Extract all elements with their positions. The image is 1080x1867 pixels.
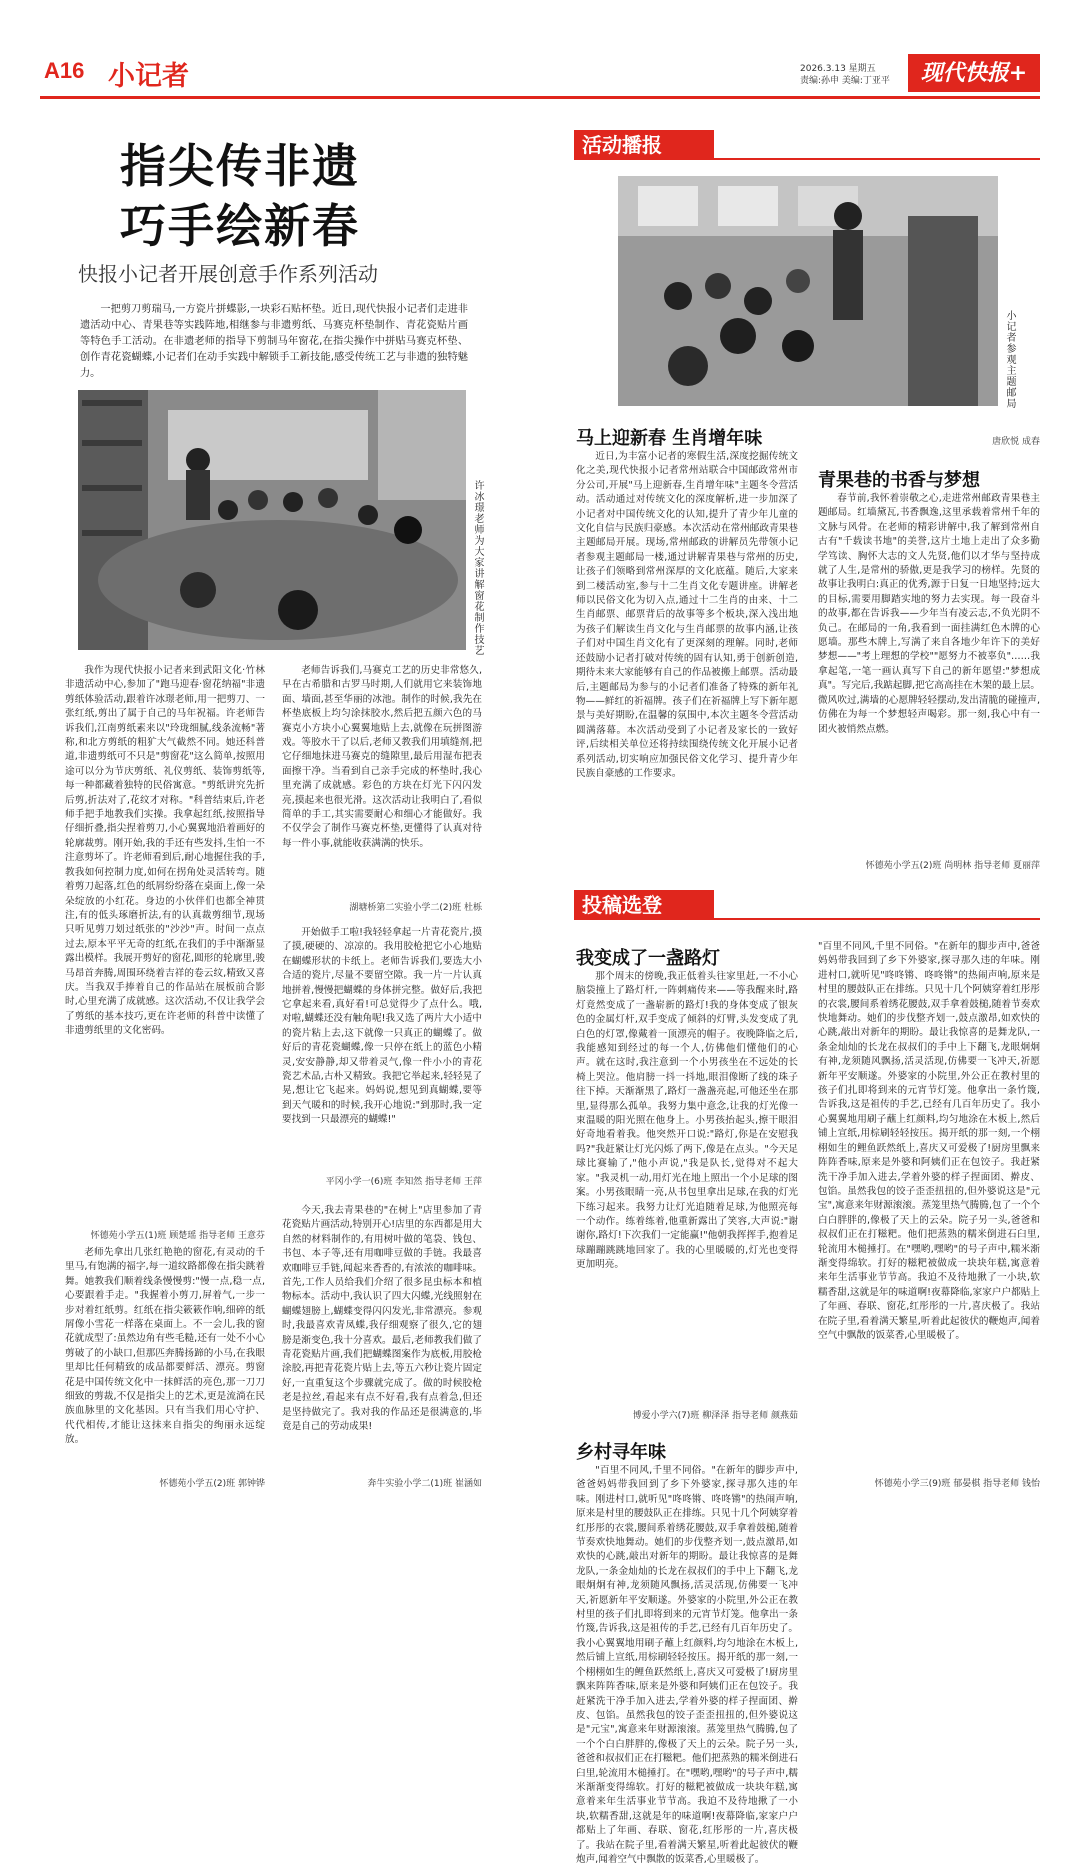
article-papercut-2 xyxy=(65,1246,265,1470)
lead-paragraph: 一把剪刀剪瑞马,一方瓷片拼蝶影,一块彩石贴杯垫。近日,现代快报小记者们走进非遗活动中心、青果巷等实践阵地,相继参与非遗剪纸、马赛克杯垫制作、青花瓷贴片画等特色手工活动。在非遗老师的指导下剪制马年窗花,在指尖操作中拼贴马赛克杯垫、创作青花瓷蝴蝶,小记者们在动手实践中解锁手工新技能,感受传统工艺与非遗的独特魅力。 xyxy=(80,304,468,379)
article-body: 我作为现代快报小记者来到武阳文化·竹林非遗活动中心,参加了"跑马迎春·窗花纳福"非遗剪纸体验活动,跟着许冰璟老师,用一把剪刀、一张红纸,剪出了属于自己的马年祝福。许老师告诉我们,江南剪纸素来以"玲珑细腻,线条流畅"著称,和北方剪纸的粗犷大气截然不同。她还科普道,非遗剪纸可不只是"剪窗花"这么简单,按照用途可以分为节庆剪纸、礼仪剪纸、装饰剪纸等,每一种都藏着独特的民俗寓意。"剪纸讲究先折后剪,折法对了,花纹才对称。"科普结束后,许老师手把手地教我们实操。我拿起红纸,按照指导仔细折叠,指尖捏着剪刀,小心翼翼地沿着画好的轮廓裁剪。刚开始,我的手还有些发抖,生怕一不注意剪坏了。许老师看到后,耐心地握住我的手,教我如何控制力度,如何在拐角处灵活转弯。随着剪刀起落,红色的纸屑纷纷落在桌面上,像一朵朵绽放的小红花。身边的小伙伴们也都全神贯注,有的低头琢磨折法,有的认真裁剪细节,现场只听见剪刀划过纸张的"沙沙"声。时间一点点过去,原本平平无奇的红纸,在我们的手中渐渐显露出模样。我展开剪好的窗花,圆形的轮廓里,骏马昂首奔腾,周围环绕着吉祥的卷云纹,精致又喜庆。当我双手捧着自己的作品站在展板前合影时,心里充满了成就感。这次活动,不仅让我学会了剪纸的基本技巧,更在许老师的科普中读懂了非遗剪纸里的文化密码。 xyxy=(65,665,265,1037)
article-title: 我变成了一盏路灯 xyxy=(576,948,720,969)
article-body-continued: "百里不同风,千里不同俗。"在新年的脚步声中,爸爸妈妈带我回到了乡下外婆家,探寻那久违的年味。刚进村口,就听见"咚咚锵、咚咚锵"的热闹声响,原来是村里的腰鼓队正在排练。只见十几个阿姨穿着红彤彤的衣裳,腰间系着绣花腰鼓,双手拿着鼓槌,随着节奏欢快地舞动。她们的步伐整齐划一,鼓点激昂,如欢快的心跳,敲出对新年的期盼。最让我惊喜的是舞龙队,一条金灿灿的长龙在叔叔们的手中上下翻飞,龙眼炯炯有神,龙须随风飘扬,活灵活现,仿佛要一飞冲天,祈愿新年平安顺遂。外婆家的小院里,外公正在教村里的孩子们扎即将到来的元宵节灯笼。他拿出一条竹篾,告诉我,这是祖传的手艺,已经有几百年历史了。我小心翼翼地用刷子蘸上红颜料,均匀地涂在木板上,然后铺上宣纸,用棕刷轻轻按压。揭开纸的那一刻,一个栩栩如生的鲤鱼跃然纸上,喜庆又可爱极了!厨房里飘来阵阵香味,原来是外婆和阿姨们正在包饺子。我赶紧洗干净手加入进去,学着外婆的样子捏面团、擀皮、包馅。虽然我包的饺子歪歪扭扭的,但外婆说这是"元宝",寓意来年财源滚滚。蒸笼里热气腾腾,包了一个个白白胖胖的,像极了天上的云朵。院子另一头,爸爸和叔叔们正在打糍粑。他们把蒸熟的糯米倒进石臼里,轮流用木槌捶打。在"嘿哟,嘿哟"的号子声中,糯米渐渐变得绵软。打好的糍粑被做成一块块年糕,寓意着来年生活事业节节高。我迫不及待地揪了一小块,软糯香甜,这就是年的味道啊!夜幕降临,家家户户都贴上了年画、春联、窗花,红彤彤的一片,喜庆极了。我站在院子里,看着满天繁星,听着此起彼伏的鞭炮声,闻着空气中飘散的饭菜香,心里暖极了。 xyxy=(818,941,1040,1341)
post-office-photo xyxy=(618,176,998,406)
article-signature: 博爱小学六(7)班 柳泽泽 指导老师 颜燕茹 xyxy=(632,1411,798,1421)
article-signature: 平冈小学一(6)班 李知然 指导老师 王萍 xyxy=(325,1177,482,1187)
article-body: 老师告诉我们,马赛克工艺的历史非常悠久,早在古希腊和古罗马时期,人们就用它来装饰地面、墙面,甚至华丽的冰池。制作的时候,我先在杯垫底板上均匀涂抹胶水,然后把五颜六色的马赛克小方块小心翼翼地贴上去,就像在玩拼图游戏。等胶水干了以后,老师又教我们用填缝剂,把它仔细地抹进马赛克的缝隙里,最后用湿布把表面擦干净。当看到自己亲手完成的杯垫时,我心里充满了成就感。彩色的方块在灯光下闪闪发亮,摸起来也很光滑。这次活动让我明白了,看似简单的手工,其实需要耐心和细心才能做好。我不仅学会了制作马赛克杯垫,更懂得了认真对待每一件小事,就能收获满满的快乐。 xyxy=(282,665,482,849)
post-office-photo-caption: 小记者参观主题邮局 xyxy=(1004,310,1015,409)
article-mosaic xyxy=(282,664,482,894)
headline-subtitle: 快报小记者开展创意手作系列活动 xyxy=(78,262,378,286)
article-title: 青果巷的书香与梦想 xyxy=(818,470,980,491)
article-signature: 怀德苑小学五(2)班 郭钟铧 xyxy=(159,1479,265,1489)
section-title: 小记者 xyxy=(108,61,189,92)
newspaper-logo: 现代快报+ xyxy=(908,54,1040,92)
article-signature: 奔牛实验小学二(1)班 崔涵如 xyxy=(367,1479,482,1489)
section-rule xyxy=(574,158,1040,160)
header-rule xyxy=(40,96,1040,99)
article-body: 春节前,我怀着崇敬之心,走进常州邮政青果巷主题邮局。红墙黛瓦,书香飘逸,这里承载着常州千年的文脉与风骨。在老师的精彩讲解中,我了解到常州自古有"千载读书地"的美誉,这片土地上走出了众多勤学笃读、胸怀大志的文人先贤,他们以才华与坚持成就了人生,是常州的骄傲,更是我学习的榜样。先贤的故事让我明白:真正的优秀,源于日复一日地坚持;远大的目标,需要用脚踏实地的努力去实现。每一段奋斗的故事,都在告诉我——少年当有凌云志,不负光阴不负己。在邮局的一角,我看到一面挂满红色木牌的心愿墙。那些木牌上,写满了来自各地少年许下的美好梦想——"考上理想的学校""愿努力不被辜负"……我拿起笔,一笔一画认真写下自己的新年愿望:"梦想成真"。写完后,我踮起脚,把它高高挂在木架的最上层。微风吹过,满墙的心愿牌轻轻摆动,发出清脆的碰撞声,仿佛在为每一个梦想轻声喝彩。那一刻,我心中有一团火被悄然点燃。 xyxy=(818,493,1040,735)
headline-line-1: 指尖传非遗 xyxy=(120,139,360,193)
article-body: 开始做手工啦!我轻轻拿起一片青花瓷片,摸了摸,硬硬的、凉凉的。我用胶枪把它小心地贴在蝴蝶形状的卡纸上。老师告诉我们,要选大小合适的瓷片,尽量不要留空隙。我一片一片认真地拼着,慢慢把蝴蝶的身体拼完整。做好后,我把它拿起来看,真好看!可总觉得少了点什么。哦,对啦,蝴蝶还没有触角呢!我又选了两片大小适中的瓷片粘上去,这下就像一只真正的蝴蝶了。做好后的青花瓷蝴蝶,像一只停在纸上的蓝色小精灵,安安静静,却又带着灵气,像一件小小的青花瓷艺术品,古朴又精致。我把它举起来,轻轻晃了晃,想让它飞起来。妈妈说,想见到真蝴蝶,要等到天气暖和的时候,我开心地说:"到那时,我一定要找到一只最漂亮的蝴蝶!" xyxy=(282,927,482,1126)
article-signature: 湖塘桥第二实验小学二(2)班 杜栎 xyxy=(349,903,482,913)
article-title: 乡村寻年味 xyxy=(576,1442,666,1463)
section-label-submissions: 投稿选登 xyxy=(574,890,714,920)
article-signature: 怀德苑小学五(1)班 顾楚瑶 指导老师 王意芬 xyxy=(90,1231,265,1241)
article-title: 马上迎新春 生肖增年味 xyxy=(576,428,763,449)
article-body: "百里不同风,千里不同俗。"在新年的脚步声中,爸爸妈妈带我回到了乡下外婆家,探寻那久违的年味。刚进村口,就听见"咚咚锵、咚咚锵"的热闹声响,原来是村里的腰鼓队正在排练。只见十几个阿姨穿着红彤彤的衣裳,腰间系着绣花腰鼓,双手拿着鼓槌,随着节奏欢快地舞动。她们的步伐整齐划一,鼓点激昂,如欢快的心跳,敲出对新年的期盼。最让我惊喜的是舞龙队,一条金灿灿的长龙在叔叔们的手中上下翻飞,龙眼炯炯有神,龙须随风飘扬,活灵活现,仿佛要一飞冲天,祈愿新年平安顺遂。外婆家的小院里,外公正在教村里的孩子们扎即将到来的元宵节灯笼。他拿出一条竹篾,告诉我,这是祖传的手艺,已经有几百年历史了。我小心翼翼地用刷子蘸上红颜料,均匀地涂在木板上,然后铺上宣纸,用棕刷轻轻按压。揭开纸的那一刻,一个栩栩如生的鲤鱼跃然纸上,喜庆又可爱极了!厨房里飘来阵阵香味,原来是外婆和阿姨们正在包饺子。我赶紧洗干净手加入进去,学着外婆的样子捏面团、擀皮、包馅。虽然我包的饺子歪歪扭扭的,但外婆说这是"元宝",寓意来年财源滚滚。蒸笼里热气腾腾,包了一个个白白胖胖的,像极了天上的云朵。院子另一头,爸爸和叔叔们正在打糍粑。他们把蒸熟的糯米倒进石臼里,轮流用木槌捶打。在"嘿哟,嘿哟"的号子声中,糯米渐渐变得绵软。打好的糍粑被做成一块块年糕,寓意着来年生活事业节节高。我迫不及待地揪了一小块,软糯香甜,这就是年的味道啊!夜幕降临,家家户户都贴上了年画、春联、窗花,红彤彤的一片,喜庆极了。我站在院子里,看着满天繁星,听着此起彼伏的鞭炮声,闻着空气中飘散的饭菜香,心里暖极了。 xyxy=(576,1465,798,1865)
lead-photo xyxy=(78,390,466,650)
article-body: 那个周末的傍晚,我正低着头往家里赶,一不小心脑袋撞上了路灯杆,一阵刺痛传来——等我醒来时,路灯竟然变成了一盏崭新的路灯!我的身体变成了银灰色的金属灯杆,双手变成了倾斜的灯臂,头发变成了乳白色的灯罩,像戴着一顶漂亮的帽子。夜晚降临之后,我能感知到经过的每一个人,仿佛他们懂他们的心声。就在这时,我注意到一个小男孩坐在不远处的长椅上哭泣。他肩膀一抖一抖地,眼泪像断了线的珠子往下掉。天渐渐黑了,路灯一盏盏亮起,可他还坐在那里,显得那么孤单。我努力集中意念,让我的灯光像一束温暖的阳光照在他身上。小男孩抬起头,擦干眼泪好奇地看着我。他突然开口说:"路灯,你是在安慰我吗?"我赶紧让灯光闪烁了两下,像是在点头。"今天足球比赛输了,"他小声说,"我是队长,觉得对不起大家。"我灵机一动,用灯光在地上照出一个小足球的图案。小男孩眼睛一亮,从书包里拿出足球,在我的灯光下练习起来。我努力让灯光追随着足球,为他照亮每一个动作。练着练着,他重新露出了笑容,大声说:"谢谢你,路灯!下次我们一定能赢!"他朝我挥挥手,抱着足球蹦蹦跳跳地回家了。我的心里暖暖的,灯光也变得更加明亮。 xyxy=(576,971,798,1271)
article-body: 今天,我去青果巷的"在树上"店里参加了青花瓷贴片画活动,特别开心!店里的东西都是用大自然的材料制作的,有用树叶做的笔袋、钱包、书包、本子等,还有用咖啡豆做的手链。我最喜欢咖啡豆手链,闻起来香香的,有浓浓的咖啡味。首先,工作人员给我们介绍了很多昆虫标本和植物标本。活动中,我认识了四大闪蝶,光线照射在蝴蝶翅膀上,蝴蝶变得闪闪发光,非常漂亮。参观时,我最喜欢青凤蝶,我仔细观察了很久,它的翅膀是渐变色,我十分喜欢。最后,老师教我们做了青花瓷贴片画,我们把蝴蝶图案作为底板,用胶枪涂胶,再把青花瓷片贴上去,等五六秒让瓷片固定好,一直重复这个步骤就完成了。做的时候胶枪老是拉丝,看起来有点不好看,我有点着急,但还是坚持做完了。我对我的作品还是很满意的,毕竟是自己的劳动成果! xyxy=(282,1205,482,1433)
article-body: 老师先拿出几张红艳艳的窗花,有灵动的千里马,有饱满的福字,每一道纹路都像在指尖跳着舞。她教我们顺着线条慢慢剪:"慢一点,稳一点,心要跟着手走。"我握着小剪刀,屏着气,一步一步对着红纸剪。红纸在指尖簌簌作响,细碎的纸屑像小雪花一样落在桌面上。不一会儿,我的窗花就成型了:虽然边角有些毛糙,还有一处不小心剪破了的小缺口,但那匹奔腾扬蹄的小马,在我眼里却比任何精致的成品都要鲜活、漂亮。剪窗花是中国传统文化中一抹鲜活的亮色,那一刀刀细致的剪裁,不仅是指尖上的艺术,更是流淌在民族血脉里的文化基因。只有当我们用心守护、代代相传,才能让这抹来自指尖的绚丽永远绽放。 xyxy=(65,1247,265,1446)
article-signature: 唐欣悦 成春 xyxy=(992,437,1040,447)
article-body: 近日,为丰富小记者的寒假生活,深度挖掘传统文化之美,现代快报小记者常州站联合中国邮政常州市分公司,开展"马上迎新春,生肖增年味"主题冬令营活动。活动通过对传统文化的深度解析,进一步加深了小记者对中国传统文化的认知,提升了青少年儿童的文化自信与民族归豪感。本次活动在常州邮政青果巷主题邮局开展。现场,常州邮政的讲解员先带领小记者参观主题邮局一楼,通过讲解青果巷与常州的历史,让孩子们领略到常州深厚的文化底蕴。随后,大家来到二楼活动室,参与十二生肖文化专题讲座。讲解老师以民俗文化为切入点,通过十二生肖的由来、十二生肖邮票、邮票背后的故事等多个板块,深入浅出地为孩子们解读生肖文化与生肖邮票的故事内涵,让孩子们对中国生肖文化有了更深刻的理解。同时,老师还鼓励小记者打破对传统的固有认知,勇于创新创造,期待未来大家能够有自己的作品被搬上邮票。活动最后,主题邮局为参与的小记者们准备了特殊的新年礼物——鲜红的祈福牌。孩子们在祈福牌上写下新年愿景与美好期盼,在温馨的氛围中,本次主题冬令营活动圆满落幕。本次活动受到了小记者及家长的一致好评,后续相关单位还将持续围绕传统文化开展小记者系列活动,切实响应加强民俗文化学习、提升青少年民族自豪感的工作要求。 xyxy=(576,451,798,779)
editor-credit: 责编:孙申 美编:丁亚平 xyxy=(800,76,890,86)
article-signature: 怀德苑小学三(9)班 郁晏棋 指导老师 钱怡 xyxy=(874,1479,1040,1489)
issue-date: 2026.3.13 星期五 xyxy=(800,64,876,74)
article-porcelain-butterfly xyxy=(282,926,482,1168)
page-number: A16 xyxy=(44,58,85,83)
section-rule xyxy=(574,918,1040,920)
headline-line-2: 巧手绘新春 xyxy=(120,199,360,253)
section-label-activity: 活动播报 xyxy=(574,130,714,160)
article-papercut-1 xyxy=(65,664,265,1224)
lead-photo-caption: 许冰璟老师为大家讲解窗花制作技艺 xyxy=(472,480,483,656)
article-qingguo-lane xyxy=(282,1204,482,1470)
article-signature: 怀德苑小学五(2)班 尚明林 指导老师 夏丽萍 xyxy=(865,861,1040,871)
